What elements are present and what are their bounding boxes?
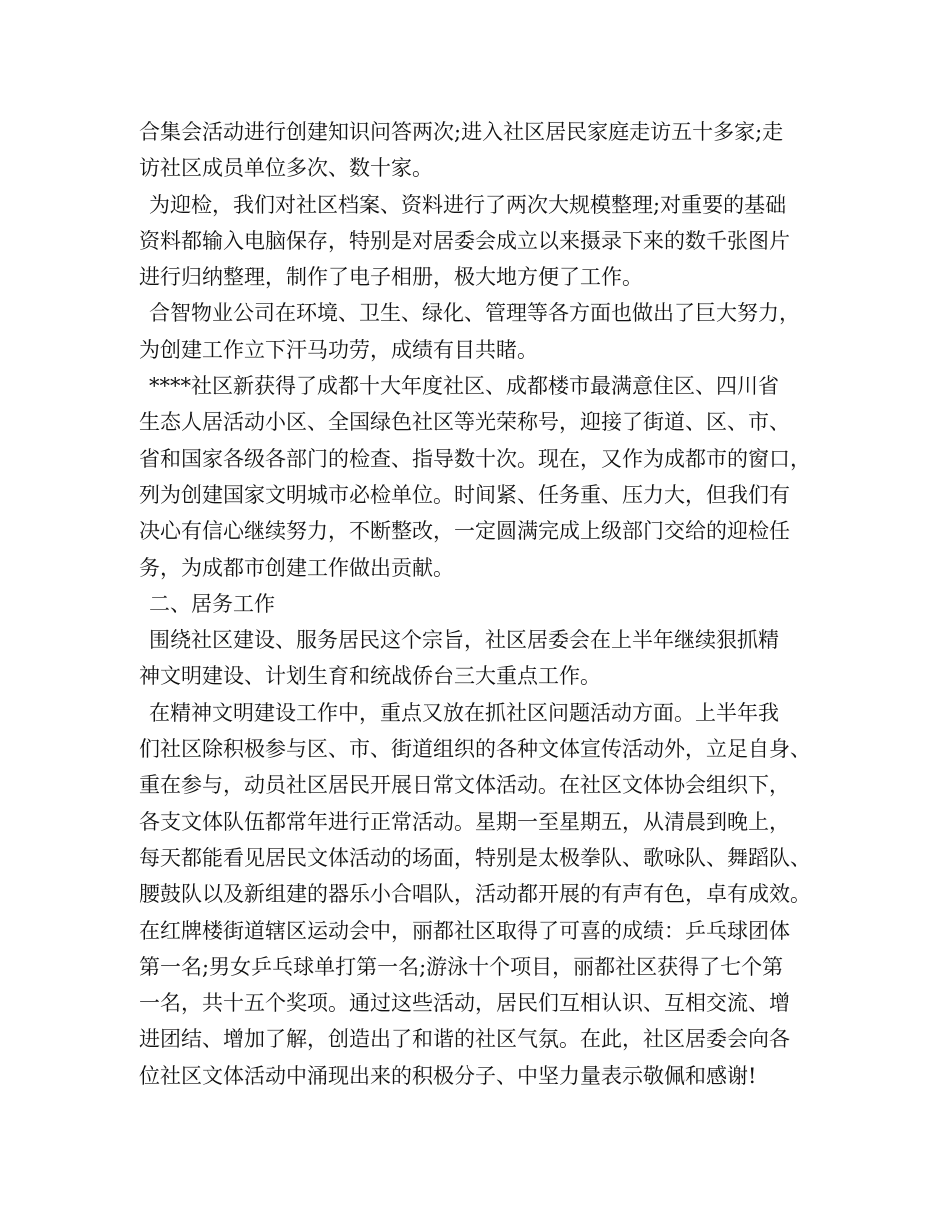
document-body — [139, 114, 829, 1094]
text-line: ****社区新获得了成都十大年度社区、成都楼市最满意住区、四川省 — [149, 374, 779, 399]
text-line: 合集会活动进行创建知识问答两次;进入社区居民家庭走访五十多家;走 — [139, 120, 784, 144]
text-line: 为创建工作立下汗马功劳，成绩有目共睹。 — [139, 337, 538, 362]
paragraph-p6 — [139, 622, 829, 695]
text-line: 神文明建设、计划生育和统战侨台三大重点工作。 — [139, 664, 601, 689]
text-line: 们社区除积极参与区、市、街道组织的各种文体宣传活动外，立足自身、 — [139, 737, 811, 762]
text-line: 各支文体队伍都常年进行正常活动。星期一至星期五，从清晨到晚上， — [139, 809, 790, 834]
text-line: 省和国家各级各部门的检查、指导数十次。现在，又作为成都市的窗口， — [139, 446, 811, 471]
text-line: 在精神文明建设工作中，重点又放在抓社区问题活动方面。上半年我 — [149, 700, 779, 725]
text-line: 为迎检，我们对社区档案、资料进行了两次大规模整理;对重要的基础 — [149, 192, 787, 217]
text-line: 在红牌楼街道辖区运动会中，丽都社区取得了可喜的成绩：乒乓球团体 — [139, 918, 790, 943]
paragraph-p3 — [139, 295, 829, 368]
text-line: 决心有信心继续努力，不断整改，一定圆满完成上级部门交给的迎检任 — [139, 519, 790, 544]
text-line: 进行归纳整理，制作了电子相册，极大地方便了工作。 — [139, 265, 643, 290]
text-line: 生态人居活动小区、全国绿色社区等光荣称号，迎接了街道、区、市、 — [139, 410, 790, 435]
text-line: 访社区成员单位多次、数十家。 — [139, 156, 433, 181]
text-line: 务，为成都市创建工作做出贡献。 — [139, 555, 454, 580]
text-line: 位社区文体活动中涌现出来的积极分子、中坚力量表示敬佩和感谢! — [139, 1063, 757, 1088]
text-line: 合智物业公司在环境、卫生、绿化、管理等各方面也做出了巨大努力， — [149, 301, 800, 326]
text-line: 腰鼓队以及新组建的器乐小合唱队，活动都开展的有声有色，卓有成效。 — [139, 882, 811, 907]
text-line: 进团结、增加了解，创造出了和谐的社区气氛。在此，社区居委会向各 — [139, 1027, 790, 1052]
text-line: 重在参与，动员社区居民开展日常文体活动。在社区文体协会组织下， — [139, 773, 790, 798]
paragraph-p5 — [139, 586, 829, 622]
paragraph-p7 — [139, 695, 829, 1094]
paragraph-p4 — [139, 368, 829, 586]
text-line: 列为创建国家文明城市必检单位。时间紧、任务重、压力大，但我们有 — [139, 482, 790, 507]
text-line: 资料都输入电脑保存，特别是对居委会成立以来摄录下来的数千张图片 — [139, 228, 790, 253]
text-line: 每天都能看见居民文体活动的场面，特别是太极拳队、歌咏队、舞蹈队、 — [139, 845, 811, 870]
paragraph-p2 — [139, 187, 829, 296]
text-line: 二、居务工作 — [149, 591, 275, 616]
text-line: 第一名;男女乒乓球单打第一名;游泳十个项目，丽都社区获得了七个第 — [139, 954, 784, 979]
text-line: 一名，共十五个奖项。通过这些活动，居民们互相认识、互相交流、增 — [139, 991, 790, 1016]
text-line: 围绕社区建设、服务居民这个宗旨，社区居委会在上半年继续狠抓精 — [149, 628, 779, 653]
paragraph-p1 — [139, 114, 829, 187]
